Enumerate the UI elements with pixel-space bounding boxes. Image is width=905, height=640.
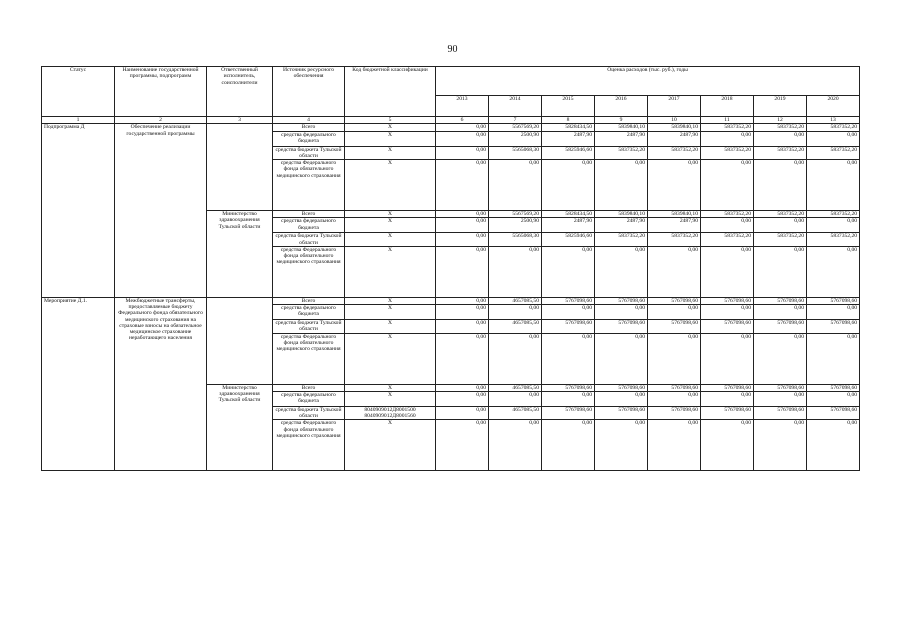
source-cell: средства Федерального фонда обязательного медицинского страхования — [273, 160, 345, 211]
value-cell: 5828434,50 — [542, 211, 595, 218]
value-cell: 5837352,20 — [701, 211, 754, 218]
value-cell: 5839840,10 — [595, 124, 648, 131]
kbk-cell: X — [345, 124, 436, 131]
table-row — [42, 297, 860, 304]
value-cell: 5837352,20 — [807, 146, 860, 160]
header-status: Статус — [42, 67, 115, 117]
executor-cell — [207, 124, 273, 211]
header-row — [42, 67, 860, 96]
value-cell: 0,00 — [754, 391, 807, 406]
value-cell: 5767098,60 — [807, 297, 860, 304]
header-kbk: Код бюджетной классификации — [345, 67, 436, 117]
header-executor: Ответственный исполнитель, соисполнители — [207, 67, 273, 117]
value-cell: 5767098,60 — [701, 320, 754, 334]
value-cell: 0,00 — [754, 246, 807, 297]
value-cell: 5767098,60 — [595, 384, 648, 391]
column-number: 4 — [273, 117, 345, 124]
column-number: 7 — [489, 117, 542, 124]
budget-table — [41, 66, 860, 471]
value-cell: 0,00 — [436, 211, 489, 218]
value-cell: 0,00 — [701, 333, 754, 384]
source-cell: Всего — [273, 211, 345, 218]
value-cell: 0,00 — [436, 246, 489, 297]
value-cell: 5767098,60 — [754, 297, 807, 304]
year-header: 2015 — [542, 96, 595, 117]
value-cell: 5837352,20 — [754, 124, 807, 131]
value-cell: 2487,90 — [648, 131, 701, 146]
value-cell: 5567569,20 — [489, 211, 542, 218]
value-cell: 0,00 — [807, 333, 860, 384]
source-cell: средства бюджета Тульской области — [273, 146, 345, 160]
year-header: 2017 — [648, 96, 701, 117]
value-cell: 0,00 — [807, 218, 860, 233]
table-row — [42, 124, 860, 131]
value-cell: 0,00 — [436, 333, 489, 384]
value-cell: 5767098,60 — [701, 384, 754, 391]
column-number: 2 — [115, 117, 207, 124]
value-cell: 4657085,50 — [489, 384, 542, 391]
value-cell: 4657085,50 — [489, 406, 542, 420]
value-cell: 0,00 — [542, 420, 595, 471]
value-cell: 5767098,60 — [542, 320, 595, 334]
year-header: 2019 — [754, 96, 807, 117]
table-body — [42, 124, 860, 471]
value-cell: 5828434,50 — [542, 124, 595, 131]
value-cell: 5837352,20 — [595, 233, 648, 247]
value-cell: 0,00 — [489, 246, 542, 297]
source-cell: средства бюджета Тульской области — [273, 406, 345, 420]
value-cell: 5767098,60 — [807, 384, 860, 391]
source-cell: средства Федерального фонда обязательного медицинского страхования — [273, 333, 345, 384]
executor-cell: Министерство здравоохранения Тульской области — [207, 384, 273, 471]
value-cell: 0,00 — [489, 305, 542, 320]
source-cell: средства федерального бюджета — [273, 305, 345, 320]
value-cell: 0,00 — [754, 420, 807, 471]
source-cell: средства бюджета Тульской области — [273, 233, 345, 247]
kbk-cell: X — [345, 297, 436, 304]
value-cell: 0,00 — [489, 160, 542, 211]
year-header: 2018 — [701, 96, 754, 117]
value-cell: 0,00 — [489, 391, 542, 406]
value-cell: 0,00 — [807, 131, 860, 146]
value-cell: 5839840,10 — [595, 211, 648, 218]
value-cell: 2487,90 — [595, 218, 648, 233]
value-cell: 5837352,20 — [807, 124, 860, 131]
source-cell: средства бюджета Тульской области — [273, 320, 345, 334]
value-cell: 0,00 — [701, 246, 754, 297]
value-cell: 0,00 — [701, 391, 754, 406]
value-cell: 0,00 — [595, 391, 648, 406]
value-cell: 0,00 — [436, 124, 489, 131]
status-cell: Мероприятие Д.1. — [42, 297, 115, 471]
kbk-cell: 8040909012Д8001500 8040909012Д8001560 — [345, 406, 436, 420]
value-cell: 0,00 — [436, 406, 489, 420]
value-cell: 0,00 — [701, 218, 754, 233]
value-cell: 5825946,60 — [542, 146, 595, 160]
value-cell: 5837352,20 — [648, 233, 701, 247]
value-cell: 5767098,60 — [754, 320, 807, 334]
column-number: 11 — [701, 117, 754, 124]
column-number: 13 — [807, 117, 860, 124]
value-cell: 2487,90 — [542, 218, 595, 233]
value-cell: 5767098,60 — [648, 297, 701, 304]
source-cell: Всего — [273, 384, 345, 391]
value-cell: 5767098,60 — [701, 297, 754, 304]
value-cell: 5767098,60 — [807, 406, 860, 420]
value-cell: 2487,90 — [542, 131, 595, 146]
value-cell: 4657085,50 — [489, 320, 542, 334]
status-cell: Подпрограмма Д — [42, 124, 115, 298]
column-number: 1 — [42, 117, 115, 124]
value-cell: 5565068,30 — [489, 233, 542, 247]
program-name-cell: Межбюджетные трансферты, предоставляемые бюджету Федерального фонда обязательного медицинского страхования на страховые взносы на обязательное медицинское страхование неработающего населения — [115, 297, 207, 471]
value-cell: 0,00 — [701, 305, 754, 320]
source-cell: средства федерального бюджета — [273, 391, 345, 406]
kbk-cell: X — [345, 211, 436, 218]
column-number: 8 — [542, 117, 595, 124]
source-cell: средства федерального бюджета — [273, 131, 345, 146]
value-cell: 0,00 — [595, 246, 648, 297]
kbk-cell: X — [345, 305, 436, 320]
value-cell: 5767098,60 — [754, 384, 807, 391]
header-source: Источник ресурсного обеспечения — [273, 67, 345, 117]
value-cell: 5767098,60 — [595, 320, 648, 334]
kbk-cell: X — [345, 333, 436, 384]
kbk-cell: X — [345, 218, 436, 233]
value-cell: 0,00 — [807, 305, 860, 320]
value-cell: 5837352,20 — [807, 211, 860, 218]
column-number: 3 — [207, 117, 273, 124]
value-cell: 0,00 — [648, 333, 701, 384]
value-cell: 0,00 — [542, 160, 595, 211]
value-cell: 5837352,20 — [754, 211, 807, 218]
value-cell: 2500,90 — [489, 218, 542, 233]
value-cell: 5767098,60 — [648, 320, 701, 334]
source-cell: средства федерального бюджета — [273, 218, 345, 233]
year-header: 2020 — [807, 96, 860, 117]
kbk-cell: X — [345, 246, 436, 297]
value-cell: 0,00 — [754, 333, 807, 384]
value-cell: 0,00 — [542, 305, 595, 320]
value-cell: 5837352,20 — [648, 146, 701, 160]
value-cell: 5767098,60 — [807, 320, 860, 334]
value-cell: 0,00 — [701, 131, 754, 146]
kbk-cell: X — [345, 160, 436, 211]
value-cell: 0,00 — [595, 420, 648, 471]
column-number: 6 — [436, 117, 489, 124]
value-cell: 5837352,20 — [701, 233, 754, 247]
value-cell: 0,00 — [754, 160, 807, 211]
kbk-cell: X — [345, 146, 436, 160]
value-cell: 0,00 — [807, 420, 860, 471]
value-cell: 5825946,60 — [542, 233, 595, 247]
value-cell: 0,00 — [595, 160, 648, 211]
value-cell: 5837352,20 — [701, 124, 754, 131]
column-number-row — [42, 117, 860, 124]
executor-cell: Министерство здравоохранения Тульской области — [207, 211, 273, 298]
value-cell: 5837352,20 — [807, 233, 860, 247]
source-cell: Всего — [273, 297, 345, 304]
value-cell: 0,00 — [542, 391, 595, 406]
value-cell: 0,00 — [701, 420, 754, 471]
value-cell: 5767098,60 — [542, 406, 595, 420]
value-cell: 5839840,10 — [648, 211, 701, 218]
value-cell: 0,00 — [436, 305, 489, 320]
source-cell: средства Федерального фонда обязательного медицинского страхования — [273, 420, 345, 471]
value-cell: 5767098,60 — [648, 406, 701, 420]
value-cell: 0,00 — [542, 246, 595, 297]
value-cell: 0,00 — [542, 333, 595, 384]
value-cell: 2487,90 — [648, 218, 701, 233]
value-cell: 0,00 — [754, 131, 807, 146]
program-name-cell: Обеспечение реализации государственной программы — [115, 124, 207, 298]
value-cell: 0,00 — [648, 305, 701, 320]
value-cell: 0,00 — [807, 391, 860, 406]
column-number: 12 — [754, 117, 807, 124]
value-cell: 5837352,20 — [595, 146, 648, 160]
value-cell: 0,00 — [701, 160, 754, 211]
value-cell: 0,00 — [489, 420, 542, 471]
value-cell: 5837352,20 — [754, 233, 807, 247]
value-cell: 2487,90 — [595, 131, 648, 146]
value-cell: 5767098,60 — [542, 297, 595, 304]
value-cell: 5837352,20 — [754, 146, 807, 160]
value-cell: 0,00 — [436, 384, 489, 391]
value-cell: 0,00 — [436, 131, 489, 146]
kbk-cell: X — [345, 233, 436, 247]
kbk-cell: X — [345, 320, 436, 334]
value-cell: 5839840,10 — [648, 124, 701, 131]
source-cell: средства Федерального фонда обязательного медицинского страхования — [273, 246, 345, 297]
page-number: 90 — [447, 44, 458, 55]
header-estimate: Оценка расходов (тыс. руб.), годы — [436, 67, 860, 96]
year-header: 2013 — [436, 96, 489, 117]
value-cell: 5567569,20 — [489, 124, 542, 131]
value-cell: 5767098,60 — [754, 406, 807, 420]
value-cell: 5767098,60 — [648, 384, 701, 391]
kbk-cell: X — [345, 131, 436, 146]
value-cell: 0,00 — [648, 160, 701, 211]
kbk-cell: X — [345, 384, 436, 391]
value-cell: 0,00 — [595, 333, 648, 384]
value-cell: 2500,90 — [489, 131, 542, 146]
executor-cell — [207, 297, 273, 384]
column-number: 10 — [648, 117, 701, 124]
header-name: Наименование государственной программы, подпрограмм — [115, 67, 207, 117]
value-cell: 0,00 — [436, 420, 489, 471]
value-cell: 0,00 — [436, 218, 489, 233]
value-cell: 5767098,60 — [701, 406, 754, 420]
column-number: 9 — [595, 117, 648, 124]
value-cell: 0,00 — [436, 160, 489, 211]
value-cell: 0,00 — [436, 297, 489, 304]
value-cell: 0,00 — [436, 233, 489, 247]
year-header: 2014 — [489, 96, 542, 117]
value-cell: 0,00 — [436, 146, 489, 160]
column-number: 5 — [345, 117, 436, 124]
value-cell: 0,00 — [595, 305, 648, 320]
kbk-cell: X — [345, 420, 436, 471]
value-cell: 5565068,30 — [489, 146, 542, 160]
value-cell: 5837352,20 — [701, 146, 754, 160]
value-cell: 0,00 — [436, 320, 489, 334]
value-cell: 0,00 — [754, 305, 807, 320]
value-cell: 0,00 — [648, 391, 701, 406]
value-cell: 0,00 — [648, 420, 701, 471]
value-cell: 0,00 — [754, 218, 807, 233]
value-cell: 0,00 — [807, 246, 860, 297]
value-cell: 5767098,60 — [595, 297, 648, 304]
source-cell: Всего — [273, 124, 345, 131]
year-header: 2016 — [595, 96, 648, 117]
value-cell: 4657085,50 — [489, 297, 542, 304]
value-cell: 5767098,60 — [542, 384, 595, 391]
value-cell: 0,00 — [807, 160, 860, 211]
value-cell: 0,00 — [489, 333, 542, 384]
value-cell: 0,00 — [436, 391, 489, 406]
value-cell: 5767098,60 — [595, 406, 648, 420]
value-cell: 0,00 — [648, 246, 701, 297]
kbk-cell: X — [345, 391, 436, 406]
